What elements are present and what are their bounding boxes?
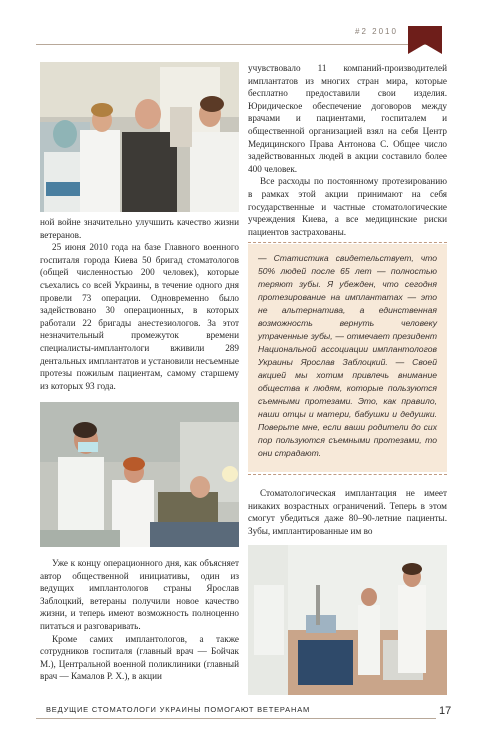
- left-column-text-top: [40, 216, 239, 392]
- paragraph: ной войне значительно улучшить качество жизни ветеранов.: [40, 217, 239, 240]
- right-column-text-top: [248, 62, 447, 238]
- paragraph: Уже к концу операционного дня, как объясняет автор общественной инициативы, один из ведущих имплантологов страны Ярослав Заблоцкий, ветераны получили новое качество жизни, и теперь имеют возможность полноценно питаться и разговаривать.: [40, 558, 239, 631]
- quote-top-rule: [248, 242, 447, 243]
- footer-rule: [36, 718, 436, 719]
- issue-number: #2 2010: [355, 27, 398, 36]
- photo-surgery-team: [40, 402, 239, 547]
- page-number: 17: [439, 705, 452, 717]
- paragraph: Кроме самих имплантологов, а также сотрудников госпиталя (главный врач — Бойчак М.), Центральной военной поликлиники (главный врач — Камалов Р. Х.), в акции: [40, 633, 239, 682]
- paragraph: учувствовало 11 компаний-производителей имплантатов из многих стран мира, которые бесплатно предоставили свои изделия. Юридическое обеспечение договоров между врачами и пациентами, госпиталем и общественной организацией взял на себя Центр Медицинского Права Антонова С. Общее число задействованных людей в акции составило более 400 человек.: [248, 63, 447, 174]
- right-column-text-mid: [248, 487, 447, 537]
- quote-bottom-rule: [248, 474, 447, 475]
- header-rule: [36, 44, 441, 45]
- paragraph: 25 июня 2010 года на базе Главного военного госпиталя города Киева 50 бригад стоматологов (общей численностью 200 человек), которые съехались со всей Украины, в течение одного дня провели 73 операции. Одновременно было задействовано 30 операционных, в которых работали 22 бригады анестезиологов. За этот незначительный промежуток времени специалисты-имплантологи вживили 289 дентальных имплантатов и установили несъемные протезы пожилым пациентам, самому старшему из которых 93 года.: [40, 242, 239, 391]
- photo-doctors-with-veteran: [40, 62, 239, 212]
- paragraph: Все расходы по постоянному протезированию в рамках этой акции принимают на себя государственные и частные стоматологические учреждения Киева, а все медицинские риски пациентов застрахованы.: [248, 176, 447, 237]
- quote-box: — Статистика свидетельствует, что 50% людей после 65 лет — полностью теряют зубы. Я убежден, что сегодня протезирование на имплантатах — это не альтернатива, а единственная возможность вернуть человеку утраченные зубы, — отмечает президент Национальной ассоциации имплантологов Украины Ярослав Заблоцкий. — Своей акцией мы хотим привлечь внимание общества к людям, которые пользуются съемными протезами. Это, как правило, наши отцы и матери, бабушки и дедушки. Поверьте мне, если ваши родители до сих пор пользуются съемными протезами, то они страдают.: [248, 244, 447, 472]
- paragraph: Стоматологическая имплантация не имеет никаких возрастных ограничений. Теперь в этом смогут убедиться даже 80–90-летние пациенты. Зубы, имплантированные им во: [248, 488, 447, 536]
- footer-article-title: ВЕДУЩИЕ СТОМАТОЛОГИ УКРАИНЫ ПОМОГАЮТ ВЕТЕРАНАМ: [46, 705, 311, 714]
- left-column-text-bottom: [40, 557, 239, 683]
- photo-operating-room: [248, 545, 447, 695]
- header-tab-decoration: [408, 26, 442, 44]
